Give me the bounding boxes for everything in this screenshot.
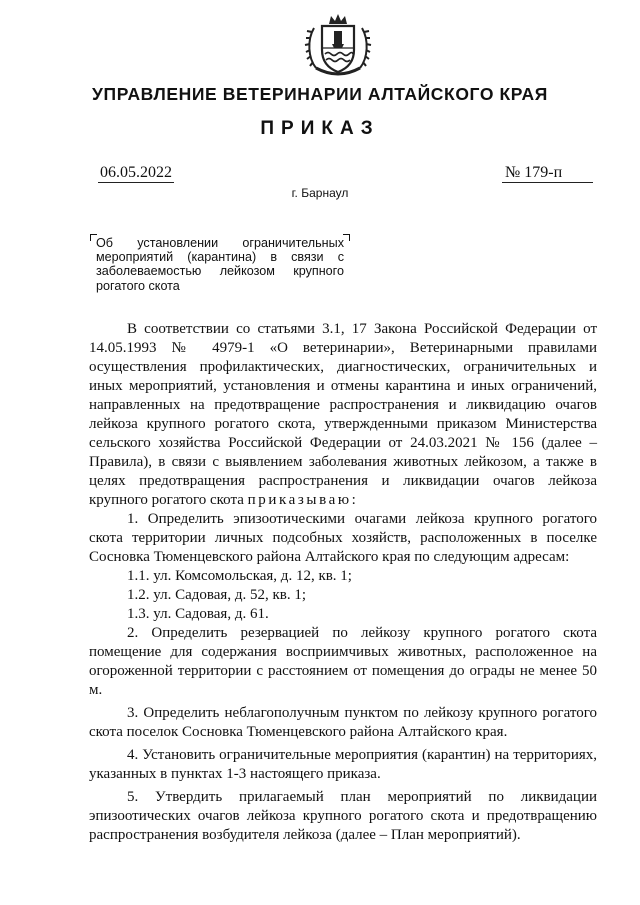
preamble-text: В соответствии со статьями 3.1, 17 Закона Российской Федерации от 14.05.1993 № 4979-1 «О ветеринарии», Ветеринарными правилами осуществления профилактических, диагностических, ограничительных и иных мероприятий, установления и отмены карантина и иных ограничений, направленных на предотвращение распространения и ликвидацию очагов лейкоза крупного рогатого скота, утвержденными приказом Министерства сельского хозяйства Российской Федерации от 24.03.2021 № 156 (далее – Правила), в связи с выявлением заболевания животных лейкозом, а также в целях предотвращения распространения и ликвидации очагов лейкоза крупного рогатого скота bbox=[89, 321, 597, 508]
item-2: 2. Определить резервацией по лейкозу крупного рогатого скота помещение для содержания восприимчивых животных, расположенное на огороженной территории с расстоянием от помещения до ограды не менее 50 м. bbox=[89, 625, 597, 698]
document-type: ПРИКАЗ bbox=[260, 118, 380, 139]
item-3: 3. Определить неблагополучным пунктом по лейкозу крупного рогатого скота поселок Сосновка Тюменцевского района Алтайского края. bbox=[89, 705, 597, 740]
order-date: 06.05.2022 bbox=[100, 164, 172, 181]
order-number: № 179-п bbox=[502, 164, 593, 183]
subject-bracket-right bbox=[343, 234, 350, 241]
item-5: 5. Утвердить прилагаемый план мероприятий по ликвидации эпизоотических очагов лейкоза крупного рогатого скота и предотвращению распространения возбудителя лейкоза (далее – План мероприятий). bbox=[89, 789, 597, 843]
preamble bbox=[89, 320, 597, 510]
city: г. Барнаул bbox=[291, 186, 349, 200]
item-1-1: 1.1. ул. Комсомольская, д. 12, кв. 1; bbox=[127, 568, 352, 584]
order-subject: Об установлении ограничительных мероприятий (карантина) в связи с заболеваемостью лейкозом крупного рогатого скота bbox=[96, 236, 344, 293]
item-1-3: 1.3. ул. Садовая, д. 61. bbox=[127, 606, 269, 622]
item-1-2: 1.2. ул. Садовая, д. 52, кв. 1; bbox=[127, 587, 306, 603]
order-word: приказываю: bbox=[247, 492, 359, 508]
agency-title: УПРАВЛЕНИЕ ВЕТЕРИНАРИИ АЛТАЙСКОГО КРАЯ bbox=[92, 84, 548, 104]
item-4: 4. Установить ограничительные мероприятия (карантин) на территориях, указанных в пунктах 1-3 настоящего приказа. bbox=[89, 747, 597, 782]
item-1: 1. Определить эпизоотическими очагами лейкоза крупного рогатого скота территории личных подсобных хозяйств, расположенных в поселке Сосновка Тюменцевского района Алтайского края по следующим адресам: bbox=[89, 511, 597, 565]
coat-of-arms-icon bbox=[302, 10, 374, 82]
order-body bbox=[89, 320, 597, 845]
